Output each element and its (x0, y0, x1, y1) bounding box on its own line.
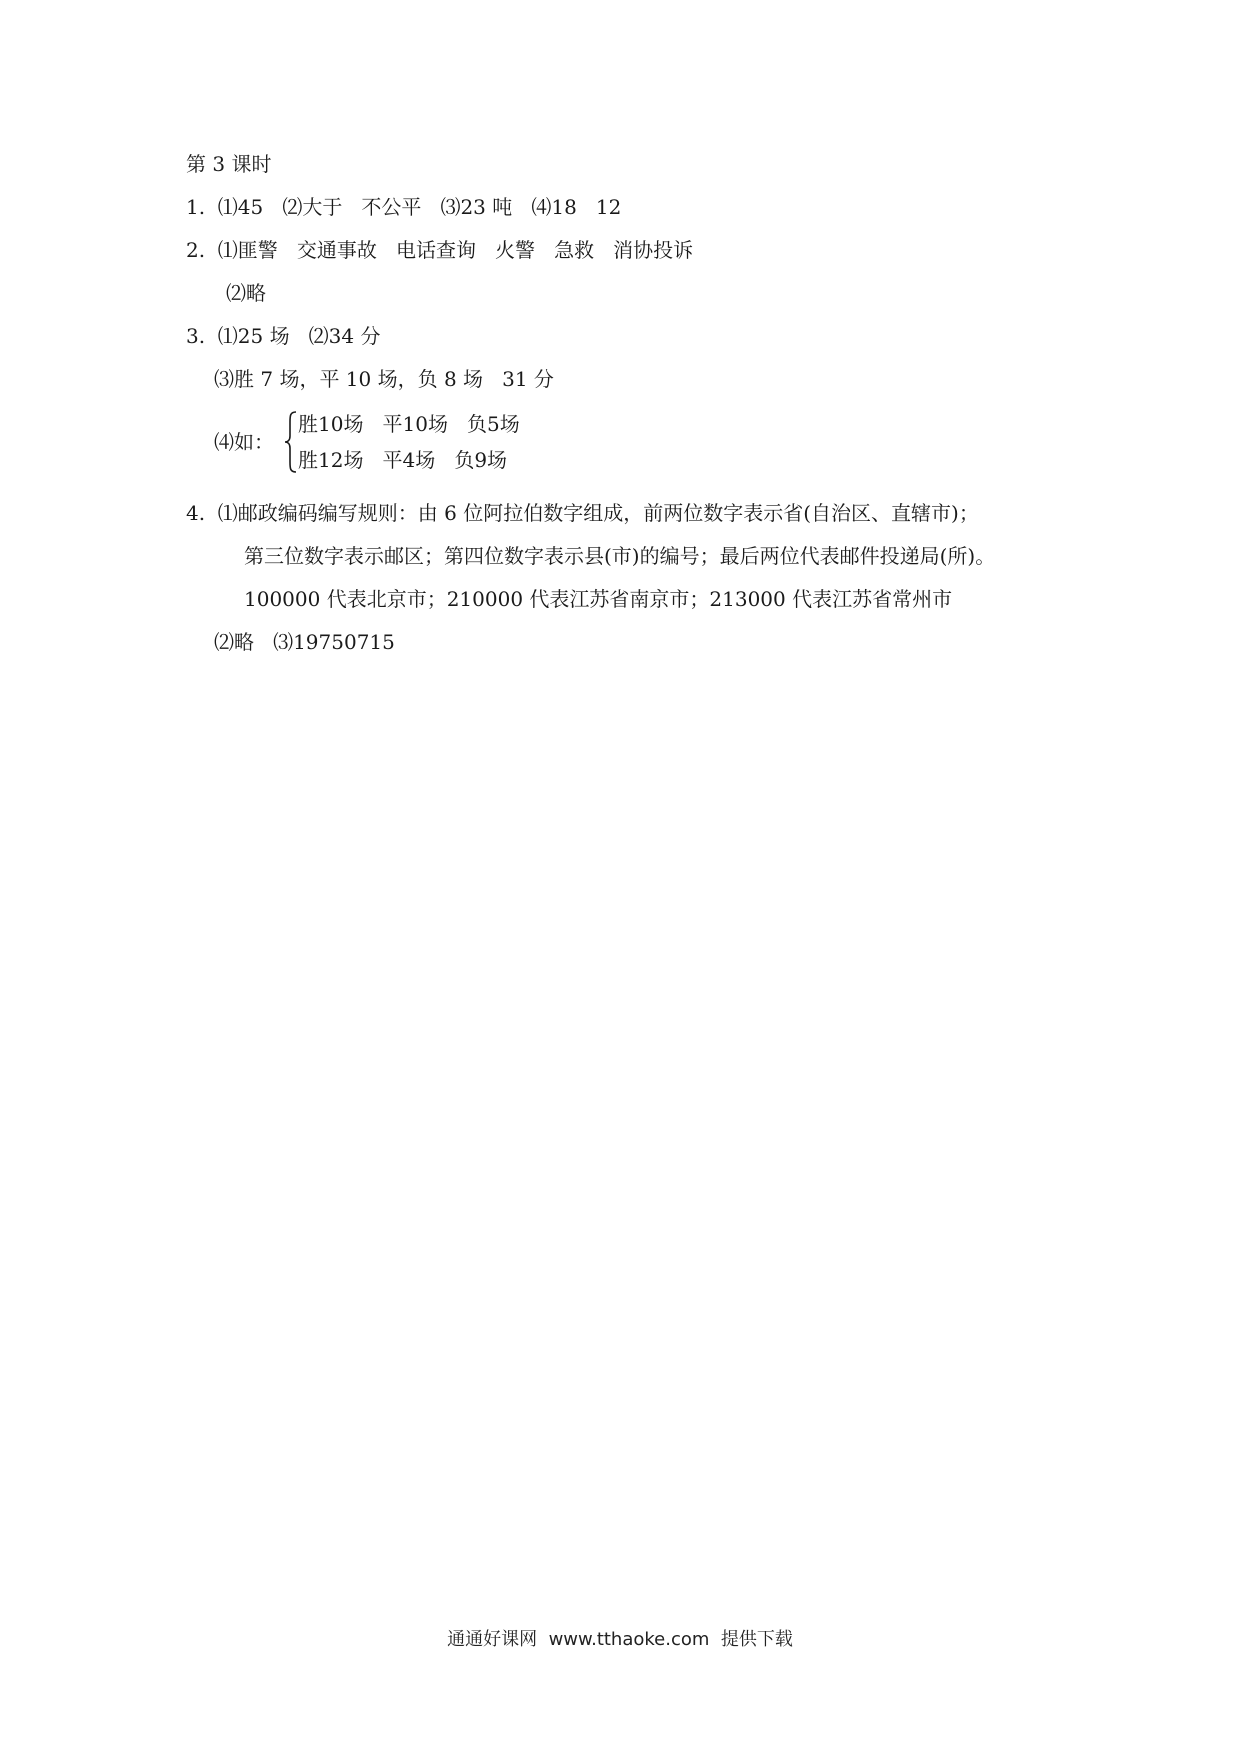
answer-2-part-1: 2. ⑴匪警 交通事故 电话查询 火警 急救 消协投诉 (186, 238, 694, 262)
answer-3-part-3: ⑶胜 7 场，平 10 场，负 8 场 31 分 (214, 367, 554, 391)
answer-4-parts-2-3: ⑵略 ⑶19750715 (214, 630, 395, 654)
answer-3-part-4-option-1: 胜10场 平10场 负5场 (298, 412, 520, 436)
section-title: 第 3 课时 (186, 152, 272, 176)
answer-4-part-1-line-2: 第三位数字表示邮区；第四位数字表示县(市)的编号；最后两位代表邮件投递局(所)。 (244, 544, 996, 568)
left-brace-icon (284, 410, 298, 474)
answer-2-part-2: ⑵略 (226, 281, 266, 305)
answer-4-part-1-line-3: 100000 代表北京市；210000 代表江苏省南京市；213000 代表江苏省常州市 (244, 587, 953, 611)
answer-3-part-4-label: ⑷如： (214, 430, 274, 454)
answer-3-part-4-option-2: 胜12场 平4场 负9场 (298, 448, 508, 472)
footer-text: 通通好课网 www.tthaoke.com 提供下载 (447, 1629, 793, 1650)
answer-4-part-1-line-1: 4. ⑴邮政编码编写规则：由 6 位阿拉伯数字组成，前两位数字表示省(自治区、直辖市)； (186, 501, 979, 525)
answer-1: 1. ⑴45 ⑵大于 不公平 ⑶23 吨 ⑷18 12 (186, 195, 622, 219)
answer-3-part-1: 3. ⑴25 场 ⑵34 分 (186, 324, 381, 348)
